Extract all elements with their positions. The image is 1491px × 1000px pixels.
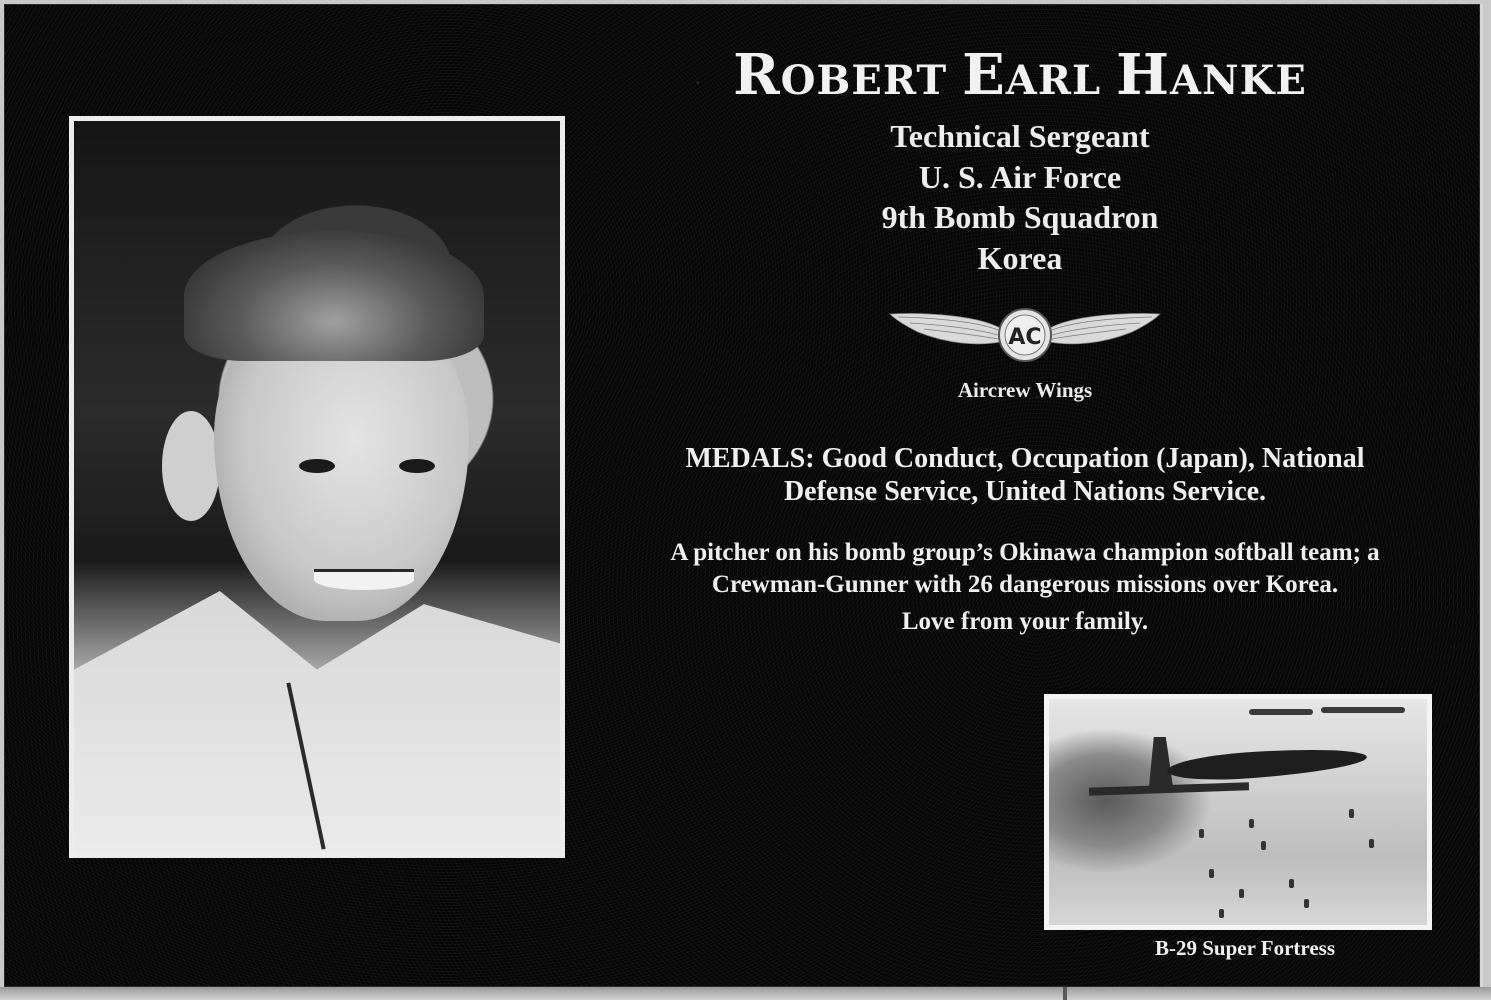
aircraft-photo [1044, 694, 1432, 930]
name-last-rest: ANKE [1170, 57, 1307, 104]
portrait-eye-right [399, 459, 435, 473]
plaque-bottom-edge [0, 987, 1491, 1000]
bomb [1349, 809, 1354, 818]
honoree-name [700, 40, 1340, 116]
bomb [1261, 841, 1266, 850]
bomb [1289, 879, 1294, 888]
svg-text:AC: AC [1008, 325, 1042, 350]
portrait-photo [69, 116, 565, 858]
aircraft-wing [1089, 782, 1249, 796]
distant-aircraft [1321, 707, 1405, 713]
name-last-initial: H [1116, 42, 1171, 108]
medals-line-1: MEDALS: Good Conduct, Occupation (Japan), National [685, 443, 1365, 474]
bomb [1239, 889, 1244, 898]
bomb [1369, 839, 1374, 848]
aircraft-tail [1149, 737, 1173, 787]
biography-text [620, 537, 1430, 601]
wings-caption: Aircrew Wings [957, 378, 1093, 402]
b29-image [1049, 699, 1427, 925]
aircraft-fuselage [1166, 744, 1367, 784]
bomb [1199, 829, 1204, 838]
bio-line-1: A pitcher on his bomb group’s Okinawa champion softball team; a [670, 539, 1380, 566]
distant-aircraft [1249, 709, 1313, 715]
service-details [820, 116, 1220, 278]
aircraft-caption: B-29 Super Fortress [1154, 936, 1336, 960]
bomb [1209, 869, 1214, 878]
portrait-eye-left [299, 459, 335, 473]
bomb [1249, 819, 1254, 828]
aircrew-wings-icon [888, 302, 1162, 368]
medals-line-2: Defense Service, United Nations Service. [783, 476, 1267, 507]
portrait-hair [184, 231, 484, 361]
bomb [1304, 899, 1309, 908]
medals-text [630, 442, 1420, 508]
unit: 9th Bomb Squadron [881, 199, 1159, 235]
portrait-ear [162, 411, 220, 521]
frame-seam [1063, 987, 1067, 1000]
bomb [1219, 909, 1224, 918]
name-first-rest: OBERT [780, 57, 948, 104]
rank: Technical Sergeant [890, 118, 1150, 154]
closing-dedication: Love from your family. [901, 608, 1149, 635]
name-first-initial: R [733, 42, 781, 108]
portrait-smile [314, 569, 414, 590]
name-middle-initial: E [962, 42, 1006, 108]
portrait-image [74, 121, 560, 853]
name-middle-rest: ARL [1005, 57, 1102, 104]
conflict: Korea [977, 239, 1063, 276]
branch: U. S. Air Force [918, 158, 1122, 195]
bio-line-2: Crewman-Gunner with 26 dangerous missions over Korea. [711, 571, 1339, 598]
